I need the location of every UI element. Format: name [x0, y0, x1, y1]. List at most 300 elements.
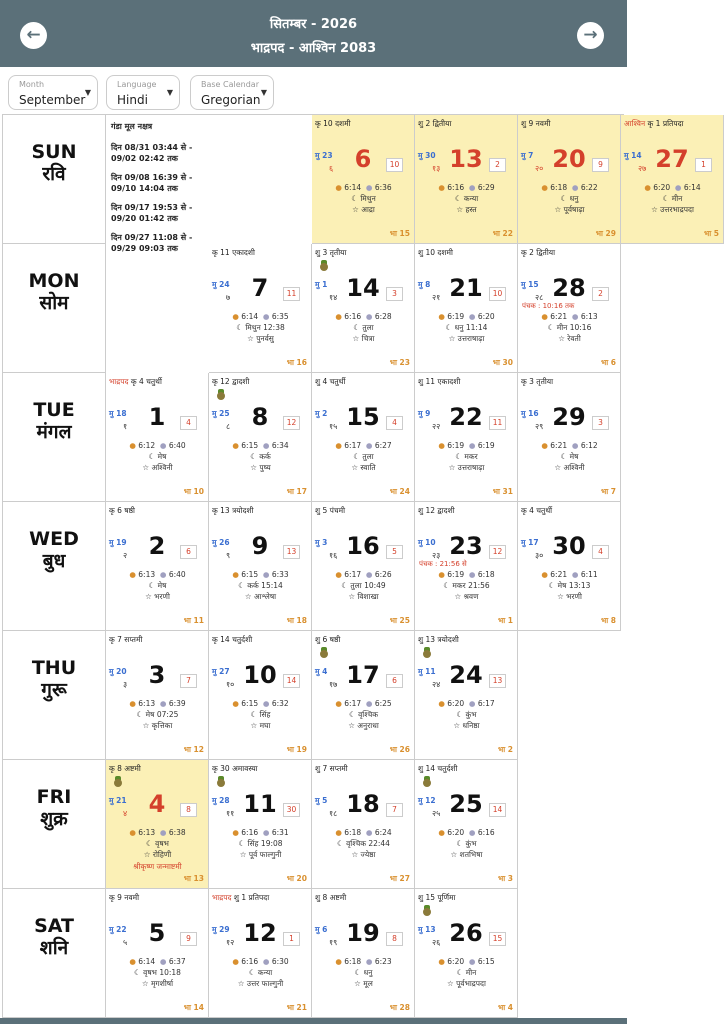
date-cell[interactable] [415, 889, 518, 1018]
sunrise-time: 6:16 [344, 312, 362, 321]
sunset-time: 6:20 [477, 312, 495, 321]
sunrise-time: 6:20 [653, 183, 671, 192]
bhadrapad-day: भा 30 [492, 358, 513, 367]
devanagari-date: १७ [329, 680, 338, 689]
language-select[interactable] [106, 75, 180, 110]
tithi-label [521, 506, 552, 516]
muhurat-label: मु 17 [521, 538, 539, 547]
sunset-time: 6:15 [477, 957, 495, 966]
sunrise-icon: ● [129, 828, 136, 837]
date-cell[interactable] [415, 373, 518, 502]
panchak-label: पंचक : 21:56 से [419, 560, 467, 568]
nakshatra-label: ☆ आश्लेषा [244, 592, 277, 601]
tithi-text: कृ 10 दशमी [315, 119, 351, 128]
date-number: 8 [251, 403, 269, 431]
tithi-label [109, 377, 162, 387]
muhurat-label: मु 20 [109, 667, 127, 676]
nakshatra-label: ☆ मघा [250, 721, 271, 730]
footer-bar [0, 1018, 627, 1024]
tithi-text: शु 2 द्वितीया [418, 119, 452, 128]
date-cell[interactable] [415, 115, 518, 244]
sun-times [209, 957, 312, 966]
sun-times [415, 441, 518, 450]
date-cell[interactable] [106, 502, 209, 631]
sun-times [106, 828, 209, 837]
tithi-label [521, 119, 550, 129]
tithi-label [418, 119, 451, 129]
date-cell[interactable] [312, 244, 415, 373]
muhurat-label: मु 18 [109, 409, 127, 418]
date-cell[interactable] [415, 760, 518, 889]
kalash-icon [216, 389, 226, 401]
nakshatra-label: ☆ ज्येष्ठा [351, 850, 376, 859]
sunset-time: 6:36 [374, 183, 392, 192]
devanagari-date: १ [123, 422, 128, 431]
tithi-text: शु 12 द्वादशी [418, 506, 455, 515]
sunset-time: 6:24 [374, 828, 392, 837]
tithi-number-box: 8 [180, 803, 197, 817]
bhadrapad-day: भा 22 [492, 229, 513, 238]
sunset-icon: ● [468, 441, 476, 450]
devanagari-date: २० [535, 164, 544, 173]
tithi-text: कृ 14 चतुर्दशी [212, 635, 253, 644]
date-cell[interactable] [415, 502, 518, 631]
devanagari-date: २५ [432, 809, 441, 818]
rashi-label: ☾ कर्क [250, 452, 271, 461]
muhurat-label: मु 13 [418, 925, 436, 934]
sunset-icon: ● [365, 183, 373, 192]
rashi-label: ☾ तुला [353, 452, 374, 461]
sunset-icon: ● [262, 570, 270, 579]
bhadrapad-day: भा 14 [183, 1003, 204, 1012]
date-cell[interactable] [209, 889, 312, 1018]
date-cell[interactable] [518, 244, 621, 373]
bhadrapad-day: भा 27 [389, 874, 410, 883]
next-month-button[interactable]: → [577, 22, 604, 49]
tithi-text: कृ 6 षष्ठी [109, 506, 135, 515]
date-number: 12 [243, 919, 277, 947]
sunset-icon: ● [571, 570, 579, 579]
date-number: 19 [346, 919, 380, 947]
muhurat-label: मु 16 [521, 409, 539, 418]
nakshatra-label: ☆ उत्तरभाद्रपदा [651, 205, 694, 214]
date-number: 16 [346, 532, 380, 560]
sunrise-icon: ● [335, 957, 342, 966]
muhurat-label: मु 4 [315, 667, 328, 676]
tithi-label [521, 377, 553, 387]
sun-times [415, 957, 518, 966]
tithi-label [315, 635, 340, 645]
sunrise-icon: ● [232, 570, 239, 579]
tithi-text: कृ 2 द्वितीया [521, 248, 556, 257]
tithi-number-box: 13 [283, 545, 300, 559]
date-cell[interactable] [209, 760, 312, 889]
sunrise-time: 6:15 [241, 570, 259, 579]
date-number: 26 [449, 919, 483, 947]
date-number: 13 [449, 145, 483, 173]
muhurat-label: मु 23 [315, 151, 333, 160]
tithi-number-box: 1 [283, 932, 300, 946]
devanagari-date: १० [226, 680, 235, 689]
language-select-value: Hindi [117, 93, 148, 107]
date-number: 30 [552, 532, 586, 560]
date-number: 14 [346, 274, 380, 302]
devanagari-date: १८ [329, 809, 338, 818]
muhurat-label: मु 2 [315, 409, 328, 418]
rashi-label: ☾ मीन 10:16 [547, 323, 592, 332]
date-number: 17 [346, 661, 380, 689]
tithi-number-box: 4 [592, 545, 609, 559]
sunrise-icon: ● [232, 699, 239, 708]
bhadrapad-day: भा 7 [600, 487, 616, 496]
date-number: 21 [449, 274, 483, 302]
nakshatra-label: ☆ विशाखा [348, 592, 379, 601]
devanagari-date: १६ [329, 551, 338, 560]
bhadrapad-day: भा 5 [703, 229, 719, 238]
bhadrapad-day: भा 21 [286, 1003, 307, 1012]
tithi-text: शु 14 चतुर्दशी [418, 764, 458, 773]
chevron-down-icon: ▼ [260, 88, 267, 97]
tithi-number-box: 6 [180, 545, 197, 559]
sunset-icon: ● [365, 957, 373, 966]
sunrise-time: 6:21 [550, 441, 568, 450]
nakshatra-label: ☆ पुष्य [250, 463, 271, 472]
month-select[interactable] [8, 75, 98, 110]
sunset-time: 6:23 [374, 957, 392, 966]
tithi-label [212, 893, 269, 903]
devanagari-date: २३ [432, 551, 441, 560]
date-cell[interactable] [106, 373, 209, 502]
muhurat-label: मु 8 [418, 280, 431, 289]
bhadrapad-day: भा 29 [595, 229, 616, 238]
kalash-icon [422, 647, 432, 659]
date-number: 2 [148, 532, 166, 560]
calendar-options [0, 67, 627, 115]
sunrise-icon: ● [232, 828, 239, 837]
rashi-label: ☾ कन्या [248, 968, 273, 977]
muhurat-label: मु 28 [212, 796, 230, 805]
base-calendar-select-label: Base Calendar [201, 80, 259, 89]
tithi-label [418, 506, 455, 516]
kalash-icon [319, 260, 329, 272]
sunset-time: 6:30 [271, 957, 289, 966]
sunrise-icon: ● [438, 441, 445, 450]
day-hi: मंगल [36, 421, 72, 443]
prev-month-button[interactable]: ← [20, 22, 47, 49]
muhurat-label: मु 14 [624, 151, 642, 160]
ganda-mool-title: गंडा मूल नक्षत्र [111, 122, 153, 131]
calendar-header [0, 0, 627, 67]
tithi-number-box: 11 [489, 416, 506, 430]
date-cell[interactable] [312, 631, 415, 760]
rashi-label: ☾ मकर 21:56 [443, 581, 490, 590]
muhurat-label: मु 6 [315, 925, 328, 934]
muhurat-label: मु 29 [212, 925, 230, 934]
sunset-time: 6:34 [271, 441, 289, 450]
day-label-thu [3, 631, 106, 760]
sunrise-icon: ● [232, 957, 239, 966]
rashi-label: ☾ कुंभ [456, 839, 477, 848]
sunset-time: 6:13 [580, 312, 598, 321]
sun-times [518, 183, 621, 192]
tithi-number-box: 9 [180, 932, 197, 946]
bhadrapad-day: भा 20 [286, 874, 307, 883]
sunset-time: 6:18 [477, 570, 495, 579]
date-cell[interactable] [312, 502, 415, 631]
muhurat-label: मु 22 [109, 925, 127, 934]
rashi-label: ☾ तुला 10:49 [341, 581, 386, 590]
date-number: 23 [449, 532, 483, 560]
tithi-number-box: 9 [592, 158, 609, 172]
tithi-number-box: 2 [489, 158, 506, 172]
devanagari-date: ११ [226, 809, 235, 818]
date-number: 18 [346, 790, 380, 818]
bhadrapad-day: भा 8 [600, 616, 616, 625]
date-cell[interactable] [312, 889, 415, 1018]
bhadrapad-day: भा 16 [286, 358, 307, 367]
base-calendar-select[interactable] [190, 75, 274, 110]
date-cell[interactable] [209, 244, 312, 373]
bhadrapad-day: भा 2 [497, 745, 513, 754]
tithi-label [315, 119, 351, 129]
sunset-icon: ● [468, 183, 476, 192]
sunrise-time: 6:19 [447, 570, 465, 579]
ganda-mool-item: दिन 09/08 16:39 से - 09/10 14:04 तक [111, 173, 193, 193]
devanagari-date: १४ [329, 293, 338, 302]
devanagari-date: ५ [123, 938, 128, 947]
nakshatra-label: ☆ चित्रा [352, 334, 375, 343]
tithi-number-box: 8 [386, 932, 403, 946]
sunrise-time: 6:18 [344, 957, 362, 966]
date-cell[interactable] [415, 244, 518, 373]
tithi-text: शु 13 त्रयोदशी [418, 635, 459, 644]
nakshatra-label: ☆ आद्रा [352, 205, 375, 214]
date-number: 20 [552, 145, 586, 173]
tithi-text: कृ 12 द्वादशी [212, 377, 250, 386]
devanagari-date: ६ [329, 164, 334, 173]
sun-times [415, 570, 518, 579]
festival-label: श्रीकृष्ण जन्माष्टमी [133, 862, 182, 871]
sunrise-time: 6:20 [447, 957, 465, 966]
sun-times [518, 441, 621, 450]
tithi-label [315, 248, 346, 258]
rashi-label: ☾ वृषभ [146, 839, 169, 848]
date-number: 6 [354, 145, 372, 173]
sunset-time: 6:12 [580, 441, 598, 450]
sunrise-time: 6:15 [241, 699, 259, 708]
rashi-label: ☾ मेष [148, 581, 167, 590]
ganda-mool-panel [106, 115, 209, 253]
sunrise-icon: ● [438, 570, 445, 579]
sun-times [106, 957, 209, 966]
sun-times [415, 312, 518, 321]
devanagari-date: ३० [535, 551, 544, 560]
sunset-icon: ● [571, 441, 579, 450]
sunrise-icon: ● [129, 570, 136, 579]
tithi-label [418, 764, 457, 774]
nakshatra-label: ☆ उत्तराषाढ़ा [448, 334, 485, 343]
tithi-number-box: 4 [180, 416, 197, 430]
rashi-label: ☾ मेष 13:13 [548, 581, 591, 590]
sunset-icon: ● [159, 441, 167, 450]
sunset-time: 6:25 [374, 699, 392, 708]
nakshatra-label: ☆ उत्तराषाढ़ा [448, 463, 485, 472]
bhadrapad-day: भा 31 [492, 487, 513, 496]
tithi-text: कृ 7 सप्तमी [109, 635, 143, 644]
date-number: 25 [449, 790, 483, 818]
tithi-number-box: 4 [386, 416, 403, 430]
sunrise-time: 6:12 [138, 441, 156, 450]
devanagari-date: २४ [432, 680, 441, 689]
sunset-time: 6:35 [271, 312, 289, 321]
date-cell[interactable] [312, 115, 415, 244]
sun-times [415, 828, 518, 837]
date-cell[interactable] [312, 760, 415, 889]
day-hi: रवि [42, 163, 66, 185]
date-cell[interactable] [106, 889, 209, 1018]
nakshatra-label: ☆ स्वाति [351, 463, 376, 472]
nakshatra-label: ☆ रेवती [558, 334, 581, 343]
day-label-mon [3, 244, 106, 373]
tithi-label [315, 764, 348, 774]
tithi-text: शु 6 षष्ठी [315, 635, 341, 644]
sunset-time: 6:22 [580, 183, 598, 192]
sunset-time: 6:39 [168, 699, 186, 708]
date-cell[interactable] [209, 631, 312, 760]
sun-times [106, 441, 209, 450]
bhadrapad-day: भा 28 [389, 1003, 410, 1012]
sunset-icon: ● [159, 699, 167, 708]
rashi-label: ☾ मीन [662, 194, 683, 203]
sunrise-icon: ● [232, 441, 239, 450]
sun-times [312, 828, 415, 837]
day-hi: शुक्र [40, 808, 68, 830]
tithi-label [212, 248, 255, 258]
nakshatra-label: ☆ पुनर्वसु [247, 334, 274, 343]
date-cell[interactable] [621, 115, 724, 244]
sunrise-time: 6:17 [344, 570, 362, 579]
sunset-icon: ● [262, 957, 270, 966]
sunrise-icon: ● [129, 441, 136, 450]
date-number: 7 [251, 274, 269, 302]
date-number: 15 [346, 403, 380, 431]
nakshatra-label: ☆ मृगशीर्षा [141, 979, 174, 988]
ganda-mool-item: दिन 09/27 11:08 से - 09/29 09:03 तक [111, 233, 193, 253]
sunrise-time: 6:14 [344, 183, 362, 192]
muhurat-label: मु 27 [212, 667, 230, 676]
date-number: 22 [449, 403, 483, 431]
tithi-number-box: 10 [386, 158, 403, 172]
sunset-time: 6:11 [580, 570, 598, 579]
day-en: MON [28, 270, 80, 292]
tithi-text: शु 10 दशमी [418, 248, 453, 257]
tithi-text: शु 7 सप्तमी [315, 764, 348, 773]
nakshatra-label: ☆ कृत्तिका [142, 721, 173, 730]
day-label-fri [3, 760, 106, 889]
sun-times [209, 828, 312, 837]
date-cell[interactable] [106, 760, 209, 889]
date-number: 5 [148, 919, 166, 947]
date-cell[interactable] [518, 115, 621, 244]
sunset-time: 6:31 [271, 828, 289, 837]
muhurat-label: मु 9 [418, 409, 431, 418]
sunrise-time: 6:20 [447, 699, 465, 708]
nakshatra-label: ☆ अनुराधा [348, 721, 379, 730]
date-cell[interactable] [106, 631, 209, 760]
rashi-label: ☾ धनु [560, 194, 579, 203]
sunrise-icon: ● [232, 312, 239, 321]
sunset-icon: ● [365, 312, 373, 321]
sunset-time: 6:38 [168, 828, 186, 837]
sunset-icon: ● [365, 699, 373, 708]
rashi-label: ☾ मीन [456, 968, 477, 977]
date-cell[interactable] [209, 373, 312, 502]
sunrise-icon: ● [438, 312, 445, 321]
bhadrapad-day: भा 25 [389, 616, 410, 625]
rashi-label: ☾ वृश्चिक [349, 710, 378, 719]
sunset-time: 6:17 [477, 699, 495, 708]
hindu-month-label: आश्विन [624, 119, 646, 128]
sunrise-icon: ● [335, 570, 342, 579]
tithi-label [315, 377, 345, 387]
tithi-text: शु 3 तृतीया [315, 248, 347, 257]
rashi-label: ☾ वृश्चिक 22:44 [337, 839, 390, 848]
tithi-label [109, 893, 139, 903]
tithi-text: शु 8 अष्टमी [315, 893, 347, 902]
tithi-label [109, 764, 141, 774]
bhadrapad-day: भा 23 [389, 358, 410, 367]
sun-times [312, 183, 415, 192]
sunrise-time: 6:13 [138, 699, 156, 708]
sun-times [209, 699, 312, 708]
nakshatra-label: ☆ मूल [354, 979, 373, 988]
date-cell[interactable] [209, 502, 312, 631]
tithi-label [212, 635, 252, 645]
nakshatra-label: ☆ धनिष्ठा [453, 721, 480, 730]
bhadrapad-day: भा 4 [497, 1003, 513, 1012]
day-hi: गुरू [41, 679, 67, 701]
tithi-label [212, 764, 258, 774]
tithi-number-box: 2 [592, 287, 609, 301]
sunset-time: 6:37 [168, 957, 186, 966]
tithi-text: कृ 11 एकादशी [212, 248, 255, 257]
sun-times [518, 312, 621, 321]
date-number: 24 [449, 661, 483, 689]
sunset-time: 6:16 [477, 828, 495, 837]
sunset-icon: ● [159, 957, 167, 966]
date-cell[interactable] [312, 373, 415, 502]
sunrise-time: 6:17 [344, 441, 362, 450]
bhadrapad-day: भा 15 [389, 229, 410, 238]
sun-times [312, 570, 415, 579]
rashi-label: ☾ मेष [560, 452, 579, 461]
tithi-text: कृ 13 त्रयोदशी [212, 506, 254, 515]
nakshatra-label: ☆ पूर्वषाढ़ा [554, 205, 585, 214]
kalash-icon [422, 905, 432, 917]
muhurat-label: मु 24 [212, 280, 230, 289]
date-cell[interactable] [518, 373, 621, 502]
date-cell[interactable] [415, 631, 518, 760]
devanagari-date: ८ [226, 422, 231, 431]
sun-times [518, 570, 621, 579]
date-cell[interactable] [518, 502, 621, 631]
sunrise-time: 6:20 [447, 828, 465, 837]
muhurat-label: मु 15 [521, 280, 539, 289]
tithi-text: शु 11 एकादशी [418, 377, 461, 386]
month-select-value: September [19, 93, 86, 107]
bhadrapad-day: भा 17 [286, 487, 307, 496]
sunset-icon: ● [159, 570, 167, 579]
